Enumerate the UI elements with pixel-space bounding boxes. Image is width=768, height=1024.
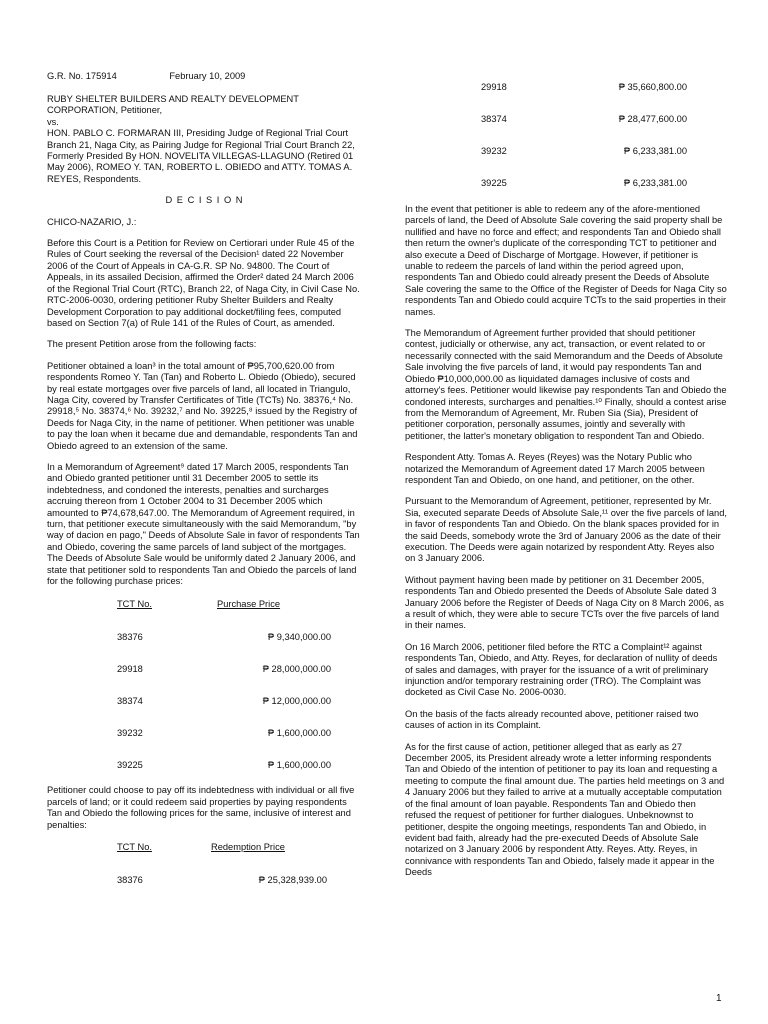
tct-cell: 29918 [481, 82, 507, 93]
table-row [481, 136, 687, 168]
parties [47, 94, 362, 185]
redemption-price-table-continued [481, 72, 687, 200]
price-cell: ₱ 1,600,000.00 [267, 759, 331, 770]
paragraph: The present Petition arose from the following facts: [47, 339, 257, 350]
column-header: TCT No. [117, 842, 152, 853]
paragraph: On 16 March 2006, petitioner filed before the RTC a Complaint¹² against respondents Tan, Obiedo, and Atty. Reyes, for declaration of nullity of deeds of sales and damages, with prayer for the issuance of a writ of preliminary injunction and/or temporary restraining order (TRO). The Complaint was docketed as Civil Case No. 2006-0030. [405, 641, 718, 698]
ponente: CHICO-NAZARIO, J.: [47, 216, 137, 227]
table-row [117, 865, 327, 897]
price-cell: ₱ 1,600,000.00 [267, 727, 331, 738]
paragraph: Before this Court is a Petition for Review on Certiorari under Rule 45 of the Rules of Court seeking the reversal of the Decision¹ dated 22 November 2006 of the Court of Appeals in CA-G.R. SP No. 94800. The Court of Appeals, in its assailed Decision, affirmed the Order² dated 24 March 2006 of the Regional Trial Court (RTC), Branch 22, of Naga City, in Civil Case No. RTC-2006-0030, ordering petitioner Ruby Shelter Builders and Realty Development Corporation to pay additional docket/filing fees, computed based on Section 7(a) of Rule 141 of the Rules of Court, as amended. [47, 238, 360, 328]
table-header-row [117, 831, 327, 865]
decision-date: February 10, 2009 [169, 71, 246, 81]
tct-cell: 39225 [117, 759, 143, 770]
column-header: Redemption Price [211, 842, 285, 853]
right-column [405, 72, 727, 889]
price-cell: ₱ 28,477,600.00 [618, 114, 687, 125]
price-cell: ₱ 6,233,381.00 [623, 146, 687, 157]
paragraph: As for the first cause of action, petitioner alleged that as early as 27 December 2005, its President already wrote a letter informing respondents Tan and Obiedo of the intention of petitioner to pay its loan and requesting a meeting to compute the final amount due. The parties held meetings on 3 and 4 January 2006 but they failed to arrive at a mutually acceptable computation of the final amount of loan payable. Respondents Tan and Obiedo then refused the request of petitioner for further dialogues. Unbeknownst to petitioner, despite the ongoing meetings, respondents Tan and Obiedo, in evident bad faith, already had the pre-executed Deeds of Absolute Sale notarized on 3 January 2006 by respondent Atty. Reyes. Atty. Reyes, in connivance with respondents Tan and Obiedo, falsely made it appear in the Deeds [405, 741, 725, 878]
table-header-row [117, 587, 331, 621]
paragraph: Petitioner could choose to pay off its indebtedness with individual or all five parcels of land; or it could redeem said properties by paying respondents Tan and Obiedo the following prices for the same, inclusive of interest and penalties: [47, 785, 355, 830]
tct-cell: 29918 [117, 663, 143, 674]
paragraph: The Memorandum of Agreement further provided that should petitioner contest, judicially or otherwise, any act, transaction, or event related to or necessarily connected with the said Memorandum and the Deeds of Absolute Sale involving the five parcels of land, it would pay respondents Tan and Obiedo ₱10,000,000.00 as liquidated damages inclusive of costs and attorney's fees. Petitioner would likewise pay respondents Tan and Obiedo the condoned interests, surcharges and penalties.¹⁰ Finally, should a contest arise from the Memorandum of Agreement, Mr. Ruben Sia (Sia), President of petitioner corporation, personally assumes, jointly and severally with petitioner, the latter's monetary obligation to respondent Tan and Obiedo. [405, 328, 727, 441]
column-header: TCT No. [117, 598, 152, 609]
tct-cell: 38376 [117, 631, 143, 642]
price-cell: ₱ 9,340,000.00 [267, 631, 331, 642]
price-cell: ₱ 28,000,000.00 [262, 663, 331, 674]
tct-cell: 38374 [481, 114, 507, 125]
table-row [117, 621, 331, 653]
redemption-price-table [117, 831, 327, 897]
column-header: Purchase Price [217, 598, 281, 609]
case-header [47, 71, 245, 81]
table-row [117, 653, 331, 685]
paragraph: In the event that petitioner is able to redeem any of the afore-mentioned parcels of land, the Deed of Absolute Sale covering the said property shall be nullified and have no force and effect; and respondents Tan and Obiedo shall then return the owner's duplicate of the corresponding TCT to petitioner and also execute a Deed of Discharge of Mortgage. However, if petitioner is unable to redeem the parcels of land within the period agreed upon, respondents Tan and Obiedo could already present the Deeds of Absolute Sale covering the same to the Office of the Register of Deeds for Naga City so respondents Tan and Obiedo could acquire TCTs to the said properties in their names. [405, 204, 727, 317]
price-cell: ₱ 35,660,800.00 [618, 82, 687, 93]
page-number: 1 [716, 993, 722, 1004]
price-cell: ₱ 6,233,381.00 [623, 178, 687, 189]
tct-cell: 39225 [481, 178, 507, 189]
paragraph: In a Memorandum of Agreement⁹ dated 17 March 2005, respondents Tan and Obiedo granted petitioner until 31 December 2005 to settle its indebtedness, and condoned the interests, penalties and surcharges accruing thereon from 1 October 2004 to 31 December 2005 which amounted to ₱74,678,647.00. The Memorandum of Agreement required, in turn, that petitioner execute simultaneously with the said Memorandum, "by way of dacion en pago," Deeds of Absolute Sale in favor of respondents Tan and Obiedo, covering the same parcels of land subject of the mortgages. The Deeds of Absolute Sale would be uniformly dated 2 January 2006, and state that petitioner sold to respondents Tan and Obiedo the parcels of land for the following purchase prices: [47, 461, 360, 587]
price-cell: ₱ 25,328,939.00 [258, 875, 327, 886]
tct-cell: 39232 [481, 146, 507, 157]
purchase-price-table [117, 587, 331, 781]
table-row [117, 749, 331, 781]
decision-title: D E C I S I O N [165, 195, 244, 206]
table-row [481, 168, 687, 200]
respondents: HON. PABLO C. FORMARAN III, Presiding Judge of Regional Trial Court Branch 21, Naga City, as Pairing Judge for Regional Trial Court Branch 22, Formerly Presided By HON. NOVELITA VILLEGAS-LLAGUNO (Retired 01 May 2006), ROMEO Y. TAN, ROBERTO L. OBIEDO and ATTY. TOMAS A. REYES, Respondents. [47, 128, 355, 184]
paragraph: Respondent Atty. Tomas A. Reyes (Reyes) was the Notary Public who notarized the Memorandum of Agreement dated 17 March 2005 between respondent Tan and Obiedo, on one hand, and petitioner, on the other. [405, 452, 705, 485]
paragraph: Pursuant to the Memorandum of Agreement, petitioner, represented by Mr. Sia, executed separate Deeds of Absolute Sale,¹¹ over the five parcels of land, in favor of respondents Tan and Obiedo. On the blank spaces provided for in the said Deeds, somebody wrote the 3rd of January 2006 as the date of their execution. The Deeds were again notarized by respondent Atty. Reyes also on 3 January 2006. [405, 496, 727, 564]
price-cell: ₱ 12,000,000.00 [262, 695, 331, 706]
table-row [481, 72, 687, 104]
tct-cell: 38374 [117, 695, 143, 706]
paragraph: Without payment having been made by petitioner on 31 December 2005, respondents Tan and Obiedo presented the Deeds of Absolute Sale dated 3 January 2006 before the Register of Deeds of Naga City on 8 March 2006, as a result of which, they were able to secure TCTs over the five parcels of land in their names. [405, 574, 724, 631]
gr-number: G.R. No. 175914 [47, 71, 117, 81]
left-column [47, 94, 362, 897]
versus: vs. [47, 116, 59, 127]
table-row [117, 717, 331, 749]
petitioner: RUBY SHELTER BUILDERS AND REALTY DEVELOPMENT CORPORATION, Petitioner, [47, 94, 299, 116]
table-row [117, 685, 331, 717]
tct-cell: 39232 [117, 727, 143, 738]
tct-cell: 38376 [117, 875, 143, 886]
paragraph: Petitioner obtained a loan³ in the total amount of ₱95,700,620.00 from respondents Romeo Y. Tan (Tan) and Roberto L. Obiedo (Obiedo), secured by real estate mortgages over five parcels of land, all located in Triangulo, Naga City, covered by Transfer Certificates of Title (TCTs) No. 38376,⁴ No. 29918,⁵ No. 38374,⁶ No. 39232,⁷ and No. 39225,⁸ issued by the Registry of Deeds for Naga City, in the name of petitioner. When petitioner was unable to pay the loan when it became due and demandable, respondents Tan and Obiedo agreed to an extension of the same. [47, 360, 358, 451]
paragraph: On the basis of the facts already recounted above, petitioner raised two causes of action in its Complaint. [405, 708, 699, 731]
table-row [481, 104, 687, 136]
